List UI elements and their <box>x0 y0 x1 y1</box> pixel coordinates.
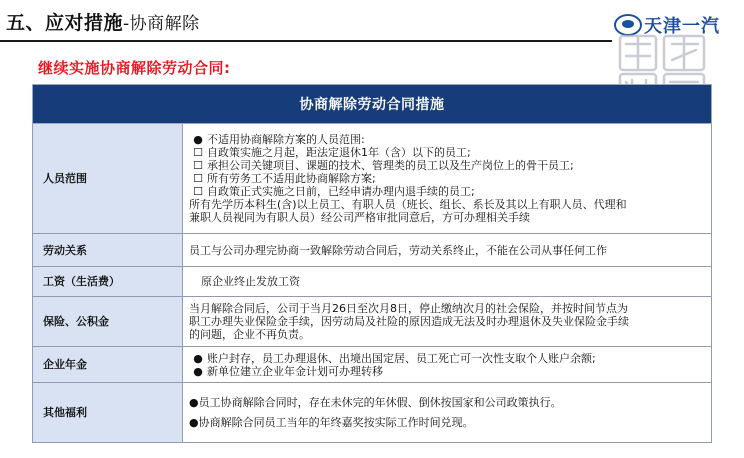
table-row <box>33 267 712 297</box>
wage-text: 原企业终止发放工资 <box>201 275 300 288</box>
header-divider <box>0 40 612 42</box>
row-label-wage: 工资（生活费） <box>33 267 183 297</box>
slide-title <box>6 12 200 35</box>
table-row <box>33 124 712 234</box>
row-label-labor-relation: 劳动关系 <box>33 234 183 267</box>
table-row <box>33 383 712 443</box>
row-label-personnel-scope: 人员范围 <box>33 124 183 234</box>
insurance-text-line-3: 的问题，企业不再负责。 <box>189 328 310 341</box>
insurance-text-line-2: 职工办理失业保险金手续，因劳动局及社险的原因造成无法及时办理退休及失业保险金手续 <box>189 315 629 328</box>
scope-item: 承担公司关键项目、课题的技术、管理类的员工以及生产岗位上的骨干员工; <box>207 159 574 172</box>
slide-title-main: 五、应对措施 <box>6 12 124 34</box>
checkbox-square-icon: ☐ <box>193 146 203 159</box>
measures-table <box>32 84 712 443</box>
checkbox-square-icon: ☐ <box>193 185 203 198</box>
scope-note-line-2: 兼职人员视同为有职人员）经公司严格审批同意后，方可办理相关手续 <box>189 211 530 224</box>
bullet-icon: ● <box>193 364 203 378</box>
logo-text: 天津一汽 <box>644 16 720 37</box>
scope-intro: 不适用协商解除方案的人员范围: <box>207 133 365 146</box>
benefit-item: ●协商解除合同员工当年的年终嘉奖按实际工作时间兑现。 <box>189 416 474 429</box>
checkbox-square-icon: ☐ <box>193 159 203 172</box>
bullet-icon: ● <box>193 133 203 146</box>
labor-relation-text: 员工与公司办理完协商一致解除劳动合同后，劳动关系终止，不能在公司从事任何工作 <box>189 243 607 257</box>
benefit-item: ●员工协商解除合同时，存在未休完的年休假、倒休按国家和公司政策执行。 <box>189 396 562 409</box>
section-subtitle: 继续实施协商解除劳动合同: <box>38 59 231 77</box>
row-label-other-benefits: 其他福利 <box>33 383 183 443</box>
slide-title-suffix: -协商解除 <box>123 14 200 34</box>
scope-item: 自政策正式实施之日前，已经申请办理内退手续的员工; <box>207 185 475 198</box>
row-content-personnel-scope <box>183 124 712 234</box>
slide-header <box>0 0 744 44</box>
row-label-enterprise-annuity: 企业年金 <box>33 347 183 383</box>
scope-note-line-1: 所有先学历本科生(含)以上员工、有职人员（班长、组长、系长及其以上有职人员、代理和 <box>189 198 627 211</box>
annuity-item: 账户封存，员工办理退休、出境出国定居、员工死亡可一次性支取个人账户余额; <box>207 351 596 365</box>
row-label-insurance-fund: 保险、公积金 <box>33 297 183 347</box>
table-row <box>33 234 712 267</box>
insurance-text-line-1: 当月解除合同后，公司于当月26日至次月8日，停止缴纳次月的社会保险，并按时间节点为 <box>189 302 628 315</box>
scope-item: 所有劳务工不适用此协商解除方案; <box>207 172 376 185</box>
table-row <box>33 347 712 383</box>
annuity-item: 新单位建立企业年金计划可办理转移 <box>207 364 383 378</box>
table-heading: 协商解除劳动合同措施 <box>33 85 712 124</box>
scope-item: 自政策实施之月起，距法定退休1年（含）以下的员工; <box>207 146 471 159</box>
bullet-icon: ● <box>193 351 203 365</box>
checkbox-square-icon: ☐ <box>193 172 203 185</box>
table-row <box>33 297 712 347</box>
